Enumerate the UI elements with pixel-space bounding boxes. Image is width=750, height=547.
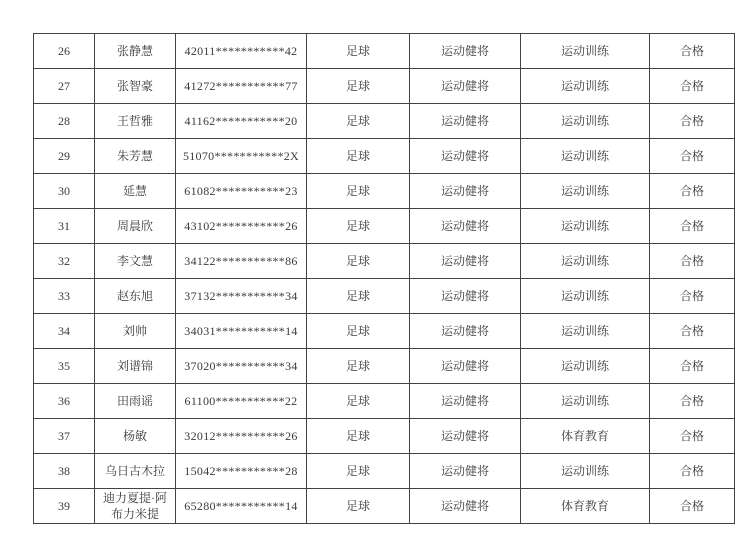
cell-sport: 足球 bbox=[307, 419, 410, 454]
cell-name: 王哲雅 bbox=[95, 104, 176, 139]
cell-no: 33 bbox=[34, 279, 95, 314]
cell-major: 运动训练 bbox=[521, 244, 650, 279]
cell-major: 运动训练 bbox=[521, 69, 650, 104]
cell-athlete-grade: 运动健将 bbox=[410, 104, 521, 139]
table-row bbox=[34, 314, 735, 349]
cell-result: 合格 bbox=[650, 489, 735, 524]
cell-name: 乌日古木拉 bbox=[95, 454, 176, 489]
table-row bbox=[34, 244, 735, 279]
cell-major: 体育教育 bbox=[521, 419, 650, 454]
cell-result: 合格 bbox=[650, 454, 735, 489]
cell-athlete-grade: 运动健将 bbox=[410, 419, 521, 454]
cell-name: 杨敏 bbox=[95, 419, 176, 454]
cell-no: 34 bbox=[34, 314, 95, 349]
cell-result: 合格 bbox=[650, 69, 735, 104]
cell-sport: 足球 bbox=[307, 384, 410, 419]
cell-sport: 足球 bbox=[307, 34, 410, 69]
cell-id-number: 15042***********28 bbox=[176, 454, 307, 489]
cell-no: 29 bbox=[34, 139, 95, 174]
cell-no: 28 bbox=[34, 104, 95, 139]
cell-name: 张智豪 bbox=[95, 69, 176, 104]
cell-result: 合格 bbox=[650, 419, 735, 454]
cell-name: 朱芳慧 bbox=[95, 139, 176, 174]
cell-major: 运动训练 bbox=[521, 384, 650, 419]
cell-sport: 足球 bbox=[307, 244, 410, 279]
cell-name: 刘谱锦 bbox=[95, 349, 176, 384]
cell-athlete-grade: 运动健将 bbox=[410, 69, 521, 104]
table-row bbox=[34, 209, 735, 244]
cell-no: 32 bbox=[34, 244, 95, 279]
cell-no: 27 bbox=[34, 69, 95, 104]
table-row bbox=[34, 384, 735, 419]
cell-name: 周晨欣 bbox=[95, 209, 176, 244]
cell-result: 合格 bbox=[650, 279, 735, 314]
table-row bbox=[34, 139, 735, 174]
cell-name: 延慧 bbox=[95, 174, 176, 209]
cell-id-number: 34122***********86 bbox=[176, 244, 307, 279]
cell-athlete-grade: 运动健将 bbox=[410, 489, 521, 524]
cell-id-number: 43102***********26 bbox=[176, 209, 307, 244]
cell-result: 合格 bbox=[650, 244, 735, 279]
roster-table-body bbox=[34, 34, 735, 524]
cell-sport: 足球 bbox=[307, 349, 410, 384]
cell-major: 运动训练 bbox=[521, 104, 650, 139]
cell-id-number: 42011***********42 bbox=[176, 34, 307, 69]
cell-athlete-grade: 运动健将 bbox=[410, 454, 521, 489]
cell-no: 31 bbox=[34, 209, 95, 244]
cell-id-number: 41162***********20 bbox=[176, 104, 307, 139]
table-row bbox=[34, 174, 735, 209]
cell-no: 36 bbox=[34, 384, 95, 419]
table-row bbox=[34, 419, 735, 454]
table-row bbox=[34, 279, 735, 314]
cell-major: 运动训练 bbox=[521, 454, 650, 489]
cell-athlete-grade: 运动健将 bbox=[410, 314, 521, 349]
cell-major: 运动训练 bbox=[521, 34, 650, 69]
cell-name: 张静慧 bbox=[95, 34, 176, 69]
table-row bbox=[34, 349, 735, 384]
cell-athlete-grade: 运动健将 bbox=[410, 34, 521, 69]
cell-athlete-grade: 运动健将 bbox=[410, 174, 521, 209]
cell-id-number: 37132***********34 bbox=[176, 279, 307, 314]
cell-id-number: 32012***********26 bbox=[176, 419, 307, 454]
cell-no: 30 bbox=[34, 174, 95, 209]
cell-no: 35 bbox=[34, 349, 95, 384]
cell-sport: 足球 bbox=[307, 314, 410, 349]
table-row bbox=[34, 34, 735, 69]
cell-major: 运动训练 bbox=[521, 209, 650, 244]
cell-sport: 足球 bbox=[307, 454, 410, 489]
cell-id-number: 37020***********34 bbox=[176, 349, 307, 384]
cell-sport: 足球 bbox=[307, 489, 410, 524]
cell-result: 合格 bbox=[650, 174, 735, 209]
cell-major: 运动训练 bbox=[521, 174, 650, 209]
cell-athlete-grade: 运动健将 bbox=[410, 279, 521, 314]
athlete-roster-table bbox=[33, 33, 735, 524]
cell-no: 39 bbox=[34, 489, 95, 524]
cell-sport: 足球 bbox=[307, 69, 410, 104]
cell-id-number: 61082***********23 bbox=[176, 174, 307, 209]
cell-result: 合格 bbox=[650, 349, 735, 384]
cell-major: 运动训练 bbox=[521, 139, 650, 174]
cell-result: 合格 bbox=[650, 34, 735, 69]
cell-name: 田雨谣 bbox=[95, 384, 176, 419]
cell-result: 合格 bbox=[650, 104, 735, 139]
cell-major: 运动训练 bbox=[521, 349, 650, 384]
table-row bbox=[34, 454, 735, 489]
cell-result: 合格 bbox=[650, 209, 735, 244]
cell-name: 李文慧 bbox=[95, 244, 176, 279]
cell-major: 体育教育 bbox=[521, 489, 650, 524]
cell-id-number: 51070***********2X bbox=[176, 139, 307, 174]
cell-result: 合格 bbox=[650, 384, 735, 419]
cell-major: 运动训练 bbox=[521, 279, 650, 314]
cell-athlete-grade: 运动健将 bbox=[410, 349, 521, 384]
table-row bbox=[34, 69, 735, 104]
cell-sport: 足球 bbox=[307, 174, 410, 209]
cell-athlete-grade: 运动健将 bbox=[410, 209, 521, 244]
cell-sport: 足球 bbox=[307, 209, 410, 244]
cell-no: 38 bbox=[34, 454, 95, 489]
cell-name: 迪力夏提·阿布力米提 bbox=[95, 489, 176, 524]
cell-athlete-grade: 运动健将 bbox=[410, 139, 521, 174]
table-row bbox=[34, 104, 735, 139]
cell-sport: 足球 bbox=[307, 139, 410, 174]
cell-sport: 足球 bbox=[307, 104, 410, 139]
cell-sport: 足球 bbox=[307, 279, 410, 314]
cell-no: 37 bbox=[34, 419, 95, 454]
cell-result: 合格 bbox=[650, 314, 735, 349]
cell-athlete-grade: 运动健将 bbox=[410, 244, 521, 279]
cell-id-number: 61100***********22 bbox=[176, 384, 307, 419]
cell-id-number: 65280***********14 bbox=[176, 489, 307, 524]
cell-name: 刘帅 bbox=[95, 314, 176, 349]
cell-major: 运动训练 bbox=[521, 314, 650, 349]
cell-id-number: 34031***********14 bbox=[176, 314, 307, 349]
cell-result: 合格 bbox=[650, 139, 735, 174]
cell-name: 赵东旭 bbox=[95, 279, 176, 314]
cell-id-number: 41272***********77 bbox=[176, 69, 307, 104]
table-row bbox=[34, 489, 735, 524]
cell-athlete-grade: 运动健将 bbox=[410, 384, 521, 419]
cell-no: 26 bbox=[34, 34, 95, 69]
